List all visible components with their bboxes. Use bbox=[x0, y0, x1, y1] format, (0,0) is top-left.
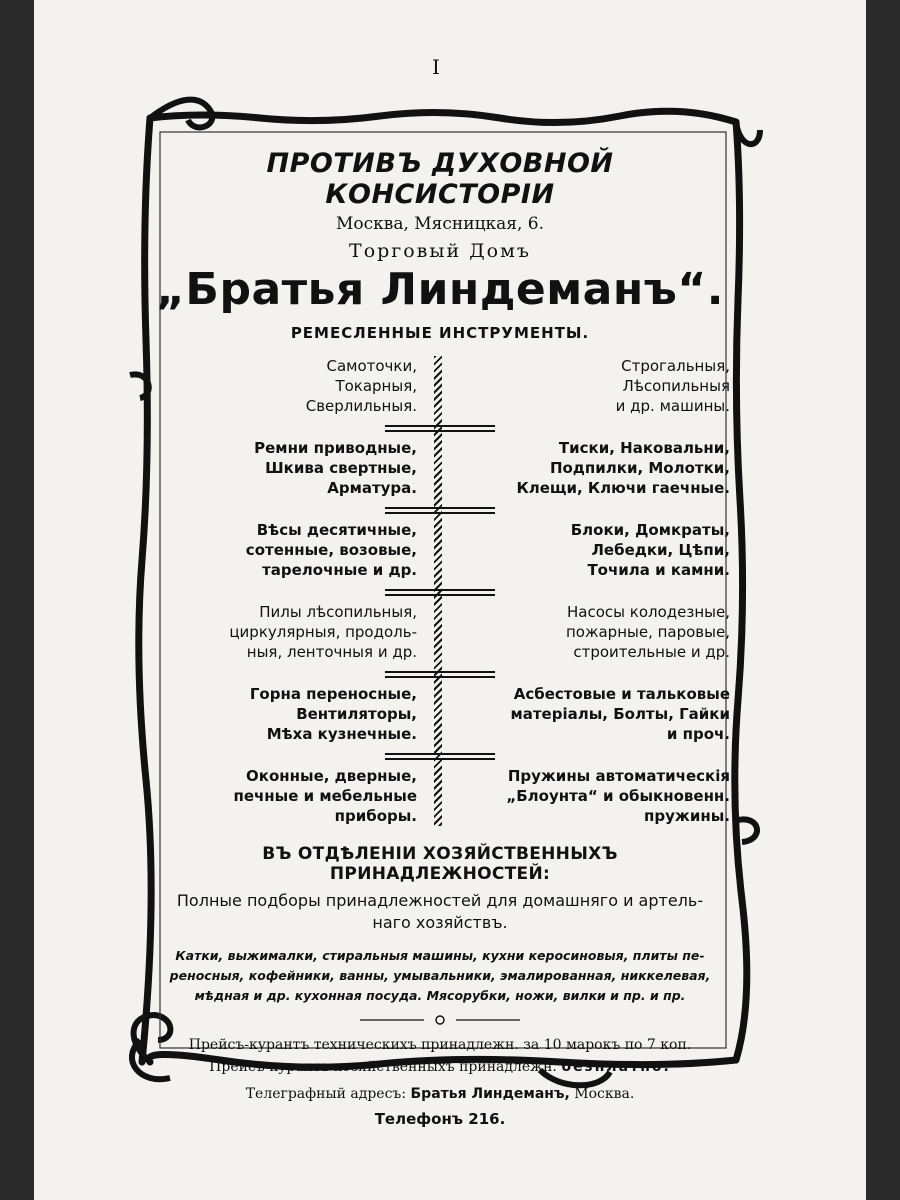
items-line: реносныя, кофейники, ванны, умывальники, эмалированная, никкелевая, bbox=[169, 968, 711, 983]
product-line: Мѣха кузнечные. bbox=[266, 725, 417, 743]
items-line: мѣдная и др. кухонная посуда. Мясорубки, ножи, вилки и пр. и пр. bbox=[194, 988, 686, 1003]
product-line: Арматура. bbox=[327, 479, 417, 497]
product-line: сотенные, возовые, bbox=[245, 541, 417, 559]
section-title: РЕМЕСЛЕННЫЕ ИНСТРУМЕНТЫ. bbox=[290, 324, 590, 342]
product-line: приборы. bbox=[334, 807, 417, 825]
telegraph-name: Братья Линдеманъ, bbox=[410, 1086, 570, 1102]
product-line: Горна переносные, bbox=[249, 685, 417, 703]
product-cell-left bbox=[150, 602, 431, 662]
product-line: и проч. bbox=[666, 725, 730, 743]
product-cell-left bbox=[150, 438, 431, 498]
product-line: Самоточки, bbox=[326, 357, 417, 375]
products-grid bbox=[150, 356, 730, 826]
product-line: тарелочные и др. bbox=[262, 561, 417, 579]
product-line: Клещи, Ключи гаечные. bbox=[516, 479, 730, 497]
advertisement bbox=[150, 130, 730, 1128]
product-line: Пилы лѣсопильныя, bbox=[259, 603, 417, 621]
product-line: и др. машины. bbox=[615, 397, 730, 415]
product-line: „Блоунта“ и обыкновенн. bbox=[506, 787, 730, 805]
product-cell-left bbox=[150, 356, 431, 416]
telegraph-city: Москва. bbox=[574, 1086, 635, 1102]
product-line: Асбестовые и тальковые bbox=[513, 685, 730, 703]
location-heading: ПРОТИВЪ ДУХОВНОЙ КОНСИСТОРІИ bbox=[266, 148, 614, 210]
price-line-household bbox=[150, 1056, 730, 1078]
product-line: Лебедки, Цѣпи, bbox=[591, 541, 730, 559]
product-line: Вѣсы десятичные, bbox=[256, 521, 417, 539]
product-cell-left bbox=[150, 520, 431, 580]
department-desc-line: наго хозяйствъ. bbox=[372, 913, 508, 932]
price-free-label: безплатно. bbox=[561, 1059, 671, 1075]
product-line: Точила и камни. bbox=[587, 561, 730, 579]
telegraph-prefix: Телеграфный адресъ: bbox=[245, 1086, 407, 1102]
price-list bbox=[150, 1034, 730, 1078]
product-line: Блоки, Домкраты, bbox=[570, 521, 730, 539]
product-row bbox=[150, 356, 730, 416]
product-row bbox=[150, 766, 730, 826]
department-desc-line: Полные подборы принадлежностей для домашняго и артель- bbox=[176, 891, 704, 910]
product-cell-right bbox=[449, 356, 730, 416]
product-line: Шкива свертные, bbox=[265, 459, 417, 477]
product-cell-right bbox=[449, 684, 730, 744]
firm-name: „Братья Линдеманъ“. bbox=[156, 264, 724, 315]
items-line: Катки, выжималки, стиральныя машины, кухни керосиновыя, плиты пе- bbox=[175, 948, 705, 963]
product-line: Пружины автоматическія bbox=[507, 767, 730, 785]
product-line: ныя, ленточныя и др. bbox=[246, 643, 417, 661]
product-row bbox=[150, 684, 730, 744]
product-line: Токарныя, bbox=[335, 377, 417, 395]
product-line: матеріалы, Болты, Гайки bbox=[510, 705, 730, 723]
product-cell-right bbox=[449, 520, 730, 580]
product-row bbox=[150, 438, 730, 498]
department-title: ВЪ ОТДѢЛЕНІИ ХОЗЯЙСТВЕННЫХЪ ПРИНАДЛЕЖНОСТЕЙ: bbox=[262, 844, 618, 884]
product-line: Сверлильныя. bbox=[305, 397, 417, 415]
product-line: Лѣсопильныя bbox=[622, 377, 730, 395]
row-separator bbox=[150, 416, 730, 438]
row-separator bbox=[150, 662, 730, 684]
trading-house: Торговый Домъ bbox=[349, 240, 531, 262]
product-line: Оконные, дверные, bbox=[246, 767, 417, 785]
product-cell-left bbox=[150, 766, 431, 826]
product-cell-right bbox=[449, 602, 730, 662]
product-line: пожарные, паровые, bbox=[565, 623, 730, 641]
row-separator bbox=[150, 498, 730, 520]
department-description bbox=[150, 890, 730, 934]
product-cell-right bbox=[449, 438, 730, 498]
product-line: печные и мебельные bbox=[233, 787, 417, 805]
product-line: Ремни приводные, bbox=[254, 439, 417, 457]
product-line: циркулярныя, продоль- bbox=[229, 623, 417, 641]
price-line-household-prefix: Прейсъ-курантъ хозяйственныхъ принадлежн. bbox=[209, 1059, 557, 1075]
row-separator bbox=[150, 580, 730, 602]
product-line: Строгальныя, bbox=[621, 357, 730, 375]
product-cell-left bbox=[150, 684, 431, 744]
product-line: Вентиляторы, bbox=[296, 705, 417, 723]
address: Москва, Мясницкая, 6. bbox=[335, 214, 545, 234]
phone-number: Телефонъ 216. bbox=[374, 1110, 506, 1128]
product-row bbox=[150, 520, 730, 580]
product-line: пружины. bbox=[644, 807, 730, 825]
product-line: Насосы колодезные, bbox=[567, 603, 730, 621]
page-number: I bbox=[432, 55, 440, 79]
divider-ornament bbox=[150, 1012, 730, 1028]
product-line: Тиски, Наковальни, bbox=[558, 439, 730, 457]
product-line: строительные и др. bbox=[573, 643, 730, 661]
telegraph-address bbox=[150, 1086, 730, 1102]
product-cell-right bbox=[449, 766, 730, 826]
household-items bbox=[150, 946, 730, 1006]
product-row bbox=[150, 602, 730, 662]
product-line: Подпилки, Молотки, bbox=[549, 459, 730, 477]
price-line-technical: Прейсъ-курантъ техническихъ принадлежн. за 10 марокъ по 7 коп. bbox=[188, 1037, 692, 1053]
row-separator bbox=[150, 744, 730, 766]
